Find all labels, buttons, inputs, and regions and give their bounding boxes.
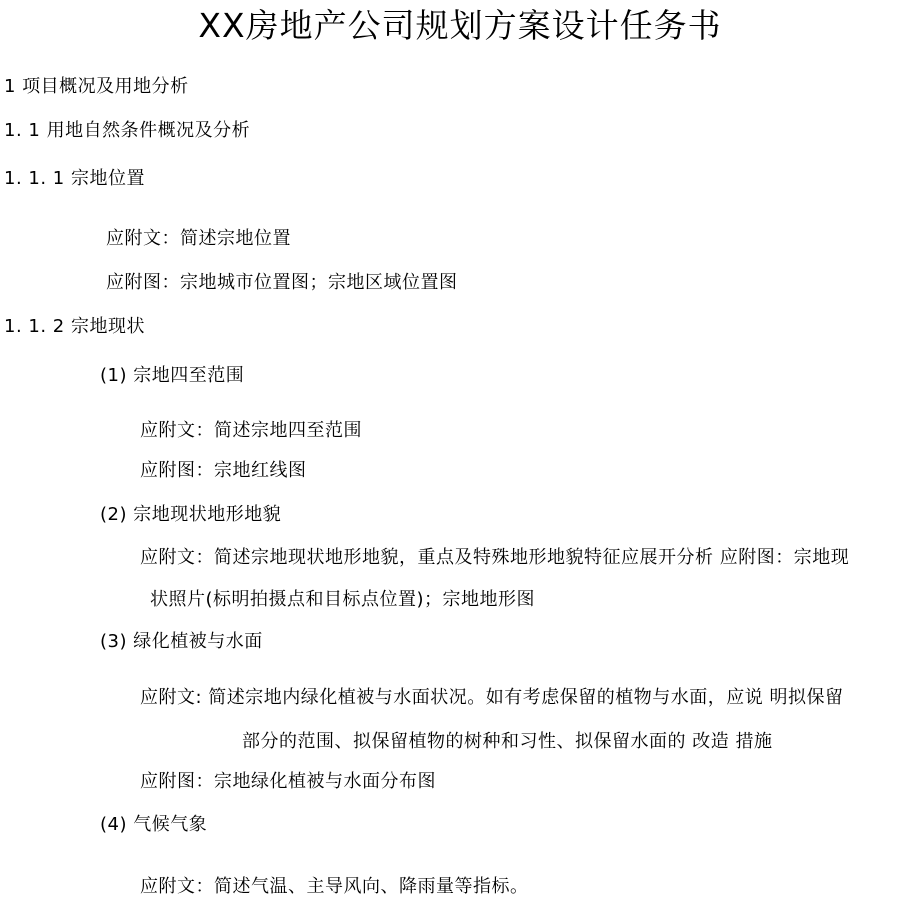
paragraph-attach-text-vegetation-cont: 部分的范围、拟保留植物的树种和习性、拟保留水面的 改造 措施 [242, 731, 773, 752]
paragraph-attach-text-climate: 应附文：简述气温、主导风向、降雨量等指标。 [140, 876, 529, 897]
paragraph-attach-figure-redline: 应附图：宗地红线图 [140, 460, 307, 481]
subheading-climate: (4) 气候气象 [100, 814, 208, 835]
paragraph-attach-figure-vegetation: 应附图：宗地绿化植被与水面分布图 [140, 771, 436, 792]
subheading-boundary: (1) 宗地四至范围 [100, 365, 245, 386]
paragraph-attach-text-vegetation: 应附文: 简述宗地内绿化植被与水面状况。如有考虑保留的植物与水面，应说 明拟保留 [140, 687, 844, 708]
subheading-terrain: (2) 宗地现状地形地貌 [100, 504, 282, 525]
document-title: XX房地产公司规划方案设计任务书 [198, 6, 722, 45]
paragraph-attach-text-terrain-cont: 状照片(标明拍摄点和目标点位置)；宗地地形图 [150, 589, 536, 610]
paragraph-attach-text-location: 应附文：简述宗地位置 [106, 228, 291, 249]
heading-1-1: 1. 1 用地自然条件概况及分析 [4, 120, 251, 141]
paragraph-attach-figure-location: 应附图：宗地城市位置图；宗地区域位置图 [106, 272, 458, 293]
subheading-vegetation: (3) 绿化植被与水面 [100, 631, 263, 652]
heading-1: 1 项目概况及用地分析 [4, 76, 189, 97]
heading-1-1-2: 1. 1. 2 宗地现状 [4, 316, 145, 337]
paragraph-attach-text-boundary: 应附文：简述宗地四至范围 [140, 420, 362, 441]
heading-1-1-1: 1. 1. 1 宗地位置 [4, 168, 145, 189]
paragraph-attach-text-terrain: 应附文：简述宗地现状地形地貌，重点及特殊地形地貌特征应展开分析 应附图：宗地现 [140, 547, 850, 568]
